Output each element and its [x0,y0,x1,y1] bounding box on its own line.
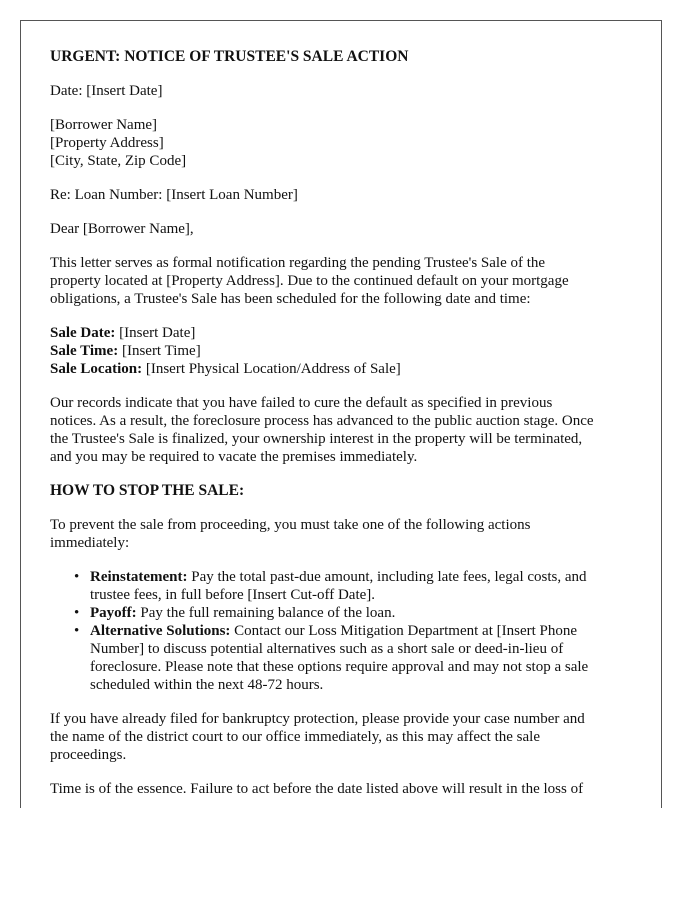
detail-label: Sale Time: [50,343,119,359]
sale-time [50,342,640,360]
address-line: [Borrower Name] [50,117,158,133]
recipient-address [50,116,640,170]
sale-location [50,360,640,378]
bullet-icon: • [74,623,80,639]
list-item-reinstatement [50,568,640,604]
paragraph-line: obligations, a Trustee's Sale has been scheduled for the following date and time: [50,291,531,307]
address-line: [City, State, Zip Code] [50,153,187,169]
paragraph-line: This letter serves as formal notification regarding the pending Trustee's Sale of the [50,255,546,271]
records-paragraph [50,394,640,466]
option-text: Contact our Loss Mitigation Department at [Insert Phone [230,623,578,639]
list-item-alternative-solutions [50,622,640,694]
letter-frame [20,20,662,808]
letter-title: URGENT: NOTICE OF TRUSTEE'S SALE ACTION [50,48,409,65]
list-item-payoff [50,604,640,622]
address-line: [Property Address] [50,135,164,151]
bankruptcy-paragraph [50,710,640,764]
letter-body [50,48,640,798]
re-line: Re: Loan Number: [Insert Loan Number] [50,187,298,203]
intro-paragraph [50,254,640,308]
prevent-paragraph [50,516,640,552]
paragraph-line: the Trustee's Sale is finalized, your ownership interest in the property will be terminated, [50,431,583,447]
sale-date [50,324,640,342]
option-text: scheduled within the next 48-72 hours. [90,677,324,693]
bullet-icon: • [74,569,80,585]
paragraph-line: notices. As a result, the foreclosure process has advanced to the public auction stage. Once [50,413,594,429]
option-text: Number] to discuss potential alternatives such as a short sale or deed-in-lieu of [90,641,564,657]
detail-value: [Insert Time] [118,343,201,359]
paragraph-line: Time is of the essence. Failure to act before the date listed above will result in the loss of [50,781,584,797]
option-label: Payoff: [90,605,137,621]
paragraph-line: If you have already filed for bankruptcy protection, please provide your case number and [50,711,585,727]
option-text: Pay the full remaining balance of the loan. [136,605,396,621]
detail-value: [Insert Physical Location/Address of Sale] [142,361,401,377]
section-heading: HOW TO STOP THE SALE: [50,482,245,499]
paragraph-line: Our records indicate that you have failed to cure the default as specified in previous [50,395,553,411]
option-label: Alternative Solutions: [90,623,231,639]
salutation: Dear [Borrower Name], [50,221,194,237]
sale-details [50,324,640,378]
paragraph-line: and you may be required to vacate the premises immediately. [50,449,418,465]
detail-label: Sale Date: [50,325,116,341]
date-line: Date: [Insert Date] [50,83,163,99]
closing-paragraph [50,780,640,798]
option-label: Reinstatement: [90,569,188,585]
detail-label: Sale Location: [50,361,143,377]
option-text: trustee fees, in full before [Insert Cut-off Date]. [90,587,376,603]
option-text: Pay the total past-due amount, including late fees, legal costs, and [187,569,587,585]
paragraph-line: immediately: [50,535,130,551]
paragraph-line: the name of the district court to our office immediately, as this may affect the sale [50,729,540,745]
detail-value: [Insert Date] [115,325,196,341]
bullet-icon: • [74,605,80,621]
options-list [50,568,640,694]
paragraph-line: property located at [Property Address]. Due to the continued default on your mortgage [50,273,569,289]
paragraph-line: proceedings. [50,747,127,763]
paragraph-line: To prevent the sale from proceeding, you must take one of the following actions [50,517,531,533]
option-text: foreclosure. Please note that these options require approval and may not stop a sale [90,659,589,675]
